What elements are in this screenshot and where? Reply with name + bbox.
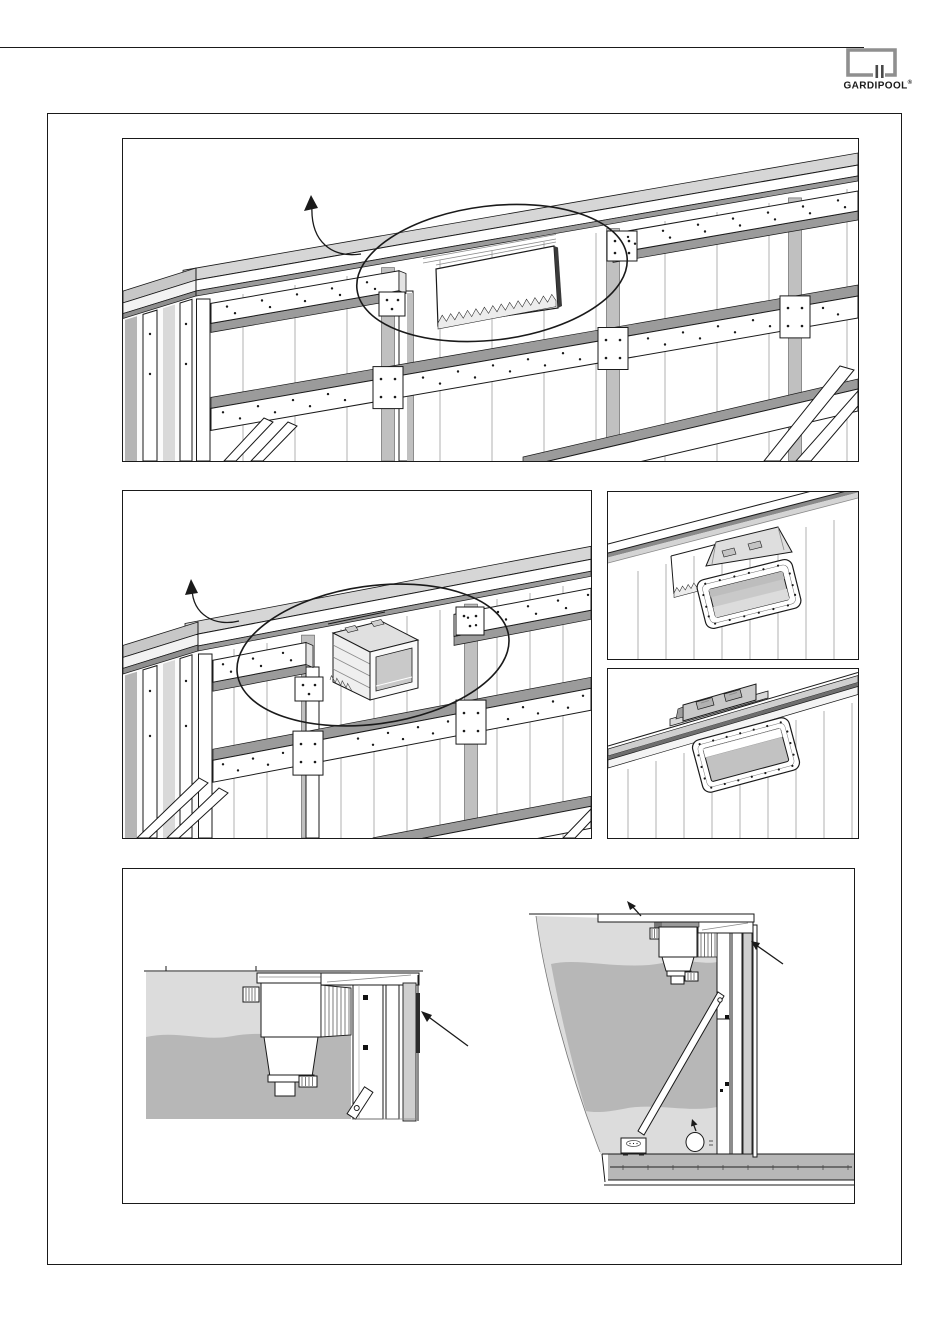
throat-hatch xyxy=(321,985,351,1037)
header-rule xyxy=(0,47,864,48)
wall-opening-overview-drawing xyxy=(123,139,858,461)
gardipool-logo xyxy=(840,44,916,98)
top-plate xyxy=(598,914,754,922)
anchor-block xyxy=(621,1138,646,1156)
left-wall xyxy=(123,622,198,838)
faceplate-edge xyxy=(416,993,420,1053)
ribbed-inlet xyxy=(243,987,259,1002)
figure-4 xyxy=(607,668,859,839)
skimmer-inserted-overview-drawing xyxy=(123,491,591,838)
left-wall xyxy=(123,268,196,461)
skimmer-fitting-detail-drawing xyxy=(608,492,858,659)
logo-wordmark: GARDIPOOL® xyxy=(843,80,913,92)
section-right xyxy=(529,901,854,1185)
concrete-slab xyxy=(602,1154,854,1185)
skimmer-installed-detail-drawing xyxy=(608,669,858,838)
pointer-arrow xyxy=(421,1011,468,1046)
throat-hatch xyxy=(698,933,717,957)
ribbed-outlet xyxy=(685,972,698,981)
corner-stud xyxy=(197,299,211,461)
section-left xyxy=(144,966,468,1121)
figure-1 xyxy=(122,138,859,462)
figure-2 xyxy=(122,490,592,839)
figure-3 xyxy=(607,491,859,660)
cross-section-drawing xyxy=(123,869,854,1203)
liner-lock xyxy=(753,925,757,1157)
skimmer-flange xyxy=(695,558,802,630)
registered-mark: ® xyxy=(907,80,913,86)
figure-5 xyxy=(122,868,855,1204)
